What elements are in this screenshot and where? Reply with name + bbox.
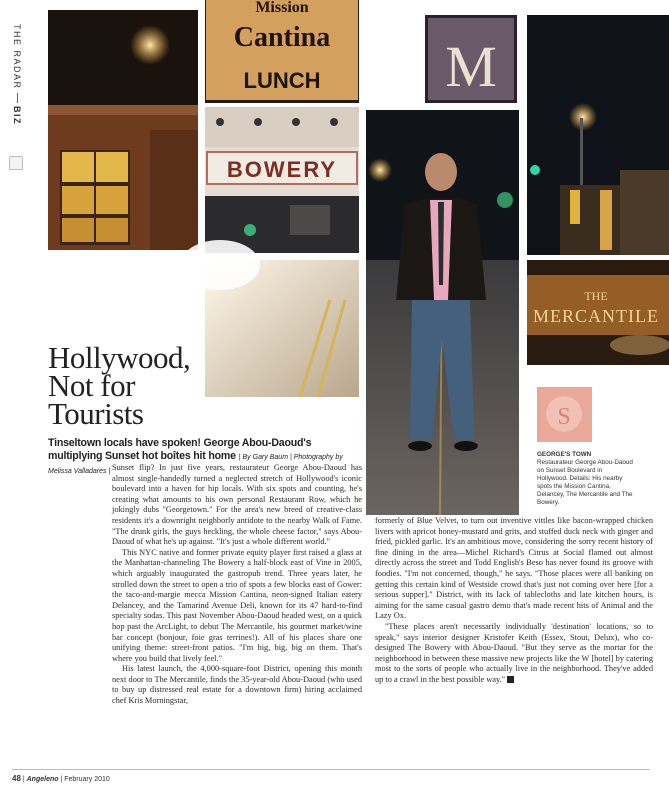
body-paragraph-text: "These places aren't necessarily individually 'destination' locations, so to speak," says interior designer Kristofer Keith (Essex, Stout, Delux), who co-designed The Bowery with Abou-Daoud. "But they serve as the mortar for the neighborhood in between these massive new projects like the W [hotel] by catering most to the sorts of people who actually live in the neighborhood. They've added up to a crawl in the best possible way." — [375, 621, 653, 684]
body-column-1 — [112, 463, 362, 707]
photo-night-street-left — [48, 10, 198, 250]
cantina-sign-middle: Cantina — [233, 22, 331, 53]
photo-street-right — [527, 15, 669, 255]
cantina-sign-bottom: LUNCH — [243, 68, 321, 93]
footer-rule — [12, 769, 650, 770]
magazine-name: Angeleno — [26, 776, 59, 783]
photo-mission-cantina — [205, 0, 359, 103]
svg-text:S: S — [557, 404, 571, 430]
folio-divider: | — [60, 776, 65, 783]
body-paragraph — [375, 622, 653, 686]
section-name: THE RADAR — [12, 24, 22, 90]
body-paragraph: Sunset flip? In just five years, restaurateur George Abou-Daoud has almost single-handedly turned a neglected stretch of Hollywood's iconic boulevard into a haven for hip locals. With six spots and counting, he's creating what amounts to his own personal Restaurant Row, which he jokingly dubs "Georgetown." For the area's new breed of creative-class residents it's a downright neighborly antidote to the nearby Walk of Fame. "The drunk girls, the guys heckling, the whole cheese factor," says Abou-Daoud of what he's up against. "It's just a whole different world." — [112, 463, 362, 547]
body-paragraph: formerly of Blue Velvet, to turn out inventive vittles like bacon-wrapped chicken livers with apricot honey-mustard and grits, and stuffed duck neck with ginger and fried, pickled garlic. It's an ambitious move, considering the sorry recent history of fine dining in the area—Michel Richard's Citrus at Social flamed out almost directly across the street and Todd English's Beso has never found its groove with foodies. "I'm not concerned, though," he says. "Those places were all banking on getting this certain kind of Westside crowd that's just not coming over here [for a serious supper]." District, with its lack of tablecloths and late kitchen hours, is aiming for the same casual gastro demo that's made recent hits of Animal and the Lazy Ox. — [375, 516, 653, 621]
photo-monogram — [425, 15, 517, 103]
mercantile-sign-bottom: MERCANTILE — [533, 306, 659, 326]
body-paragraph: His latest launch, the 4,000-square-foot District, opening this month next door to The Mercantile, finds the 35-year-old Abou-Daoud (who used to buy up distressed real estate for a downtown firm) hiring acclaimed chef Kris Morningstar, — [112, 664, 362, 706]
cantina-sign-top: Mission — [255, 0, 309, 16]
caption-title: GEORGE'S TOWN — [537, 451, 592, 458]
folio-divider: | — [22, 776, 27, 783]
byline: | By Gary Baum | Photography by Melissa Valladares | — [48, 454, 343, 475]
issue-date: February 2010 — [64, 776, 110, 783]
section-subname: BIZ — [12, 105, 22, 125]
photo-detail-swatch — [537, 387, 592, 442]
mercantile-sign-top: THE — [584, 289, 608, 303]
photo-caption — [537, 451, 633, 507]
bowery-sign: BOWERY — [226, 157, 338, 182]
body-column-2 — [375, 516, 653, 686]
folio — [12, 774, 110, 783]
headline-line: Not for — [48, 368, 135, 403]
photo-george-portrait — [366, 110, 519, 515]
caption-body: Restaurateur George Abou-Daoud on Sunset Boulevard in Hollywood. Details: His nearby spots the Mission Cantina, Delancey, The Mercantile and The Bowery. — [537, 459, 633, 506]
page-number: 48 — [12, 774, 21, 783]
headline-line: Hollywood, — [48, 340, 191, 375]
end-mark-icon — [507, 676, 514, 683]
deck-text: Tinseltown locals have spoken! George Abou-Daoud's multiplying Sunset hot boîtes hit home — [48, 437, 312, 462]
headline — [48, 340, 258, 431]
photo-bowery — [205, 107, 359, 253]
headline-line: Tourists — [48, 396, 144, 431]
monogram-letter: M — [445, 34, 497, 99]
photo-mercantile — [527, 260, 669, 365]
body-paragraph: This NYC native and former private equity player first raised a glass at the Manhattan-channeling The Bowery a half-block east of Vine in 2005, which arguably inaugurated the gastropub trend. Three years later, he strolled down the street to open a trio of spots a few blocks east of Gower: the taco-and-margie mecca Mission Cantina, neon-signed Italian eatery Delancey, and the Tamarind Avenue Deli, known for its 47 hard-to-find specialty sodas. This past November Abou-Daoud headed west, on a quick hop past the ArcLight, to debut The Mercantile, his gourmet market/wine bar concept (bonjour, foie gras terrines!). All of his places share one unifying theme: street-front patios. "I'm big, big, big on them. That's where you build that lively feel." — [112, 547, 362, 663]
